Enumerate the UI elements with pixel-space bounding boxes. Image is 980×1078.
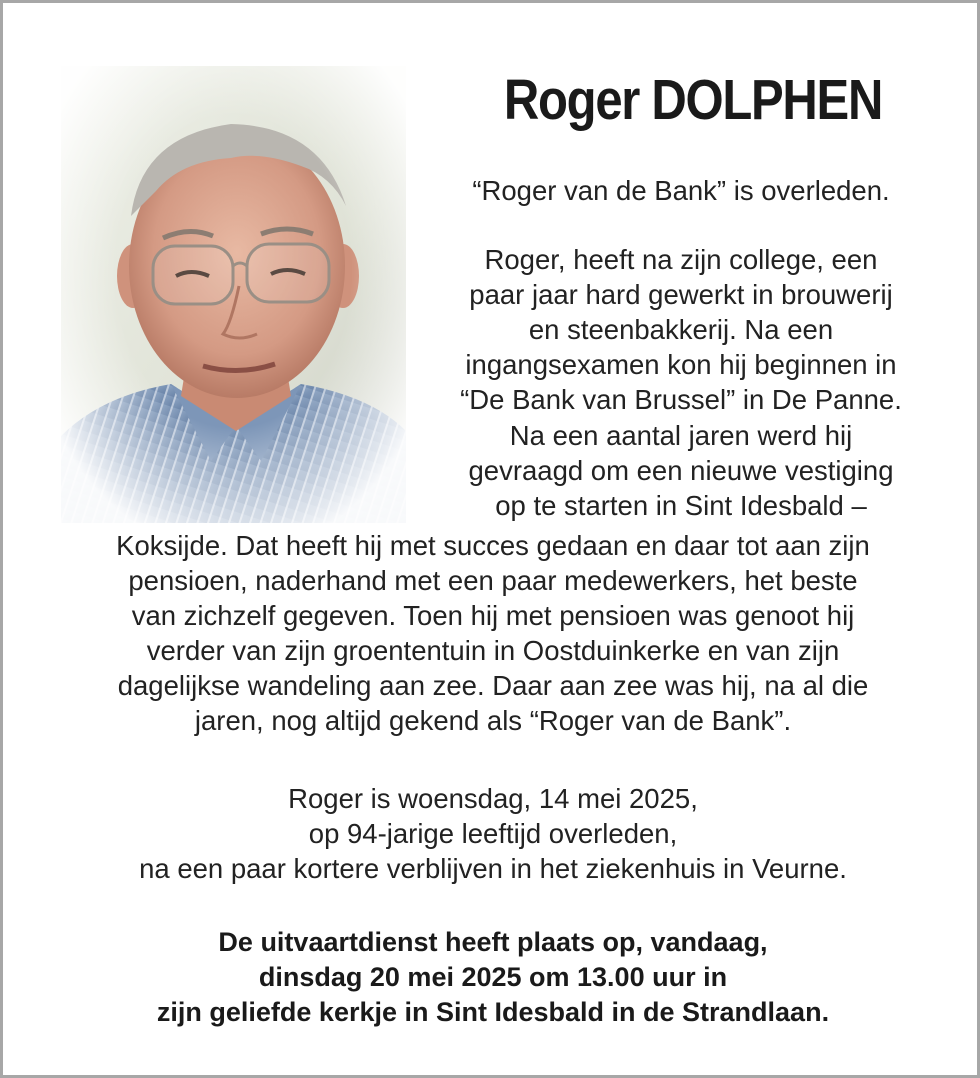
funeral-line: zijn geliefde kerkje in Sint Idesbald in de Strandlaan. <box>156 997 830 1027</box>
bio-line: van zichzelf gegeven. Toen hij met pensioen was genoot hij <box>131 600 855 631</box>
bio-line: Roger, heeft na zijn college, een <box>484 244 878 275</box>
bio-line: Na een aantal jaren werd hij <box>509 420 853 451</box>
bio-line: pensioen, naderhand met een paar medewerkers, het beste <box>128 565 858 596</box>
bio-line: op te starten in Sint Idesbald – <box>495 490 867 521</box>
funeral-line: De uitvaartdienst heeft plaats op, vandaag, <box>218 927 768 957</box>
portrait-photo <box>61 66 406 523</box>
death-line: op 94-jarige leeftijd overleden, <box>308 818 678 849</box>
bio-line: paar jaar hard gewerkt in brouwerij <box>469 279 893 310</box>
bio-line: ingangsexamen kon hij beginnen in <box>465 349 897 380</box>
bio-line: “De Bank van Brussel” in De Panne. <box>460 384 902 415</box>
bio-line: jaren, nog altijd gekend als “Roger van de Bank”. <box>194 705 792 736</box>
intro-text: “Roger van de Bank” is overleden. <box>472 175 890 206</box>
death-line: na een paar kortere verblijven in het ziekenhuis in Veurne. <box>139 853 847 884</box>
bio-line: en steenbakkerij. Na een <box>528 314 834 345</box>
death-line: Roger is woensdag, 14 mei 2025, <box>288 783 698 814</box>
bio-line: verder van zijn groententuin in Oostduinkerke en van zijn <box>146 635 840 666</box>
deceased-name: Roger DOLPHEN <box>503 68 883 132</box>
funeral-line: dinsdag 20 mei 2025 om 13.00 uur in <box>258 962 728 992</box>
bio-line: dagelijkse wandeling aan zee. Daar aan zee was hij, na al die <box>117 670 869 701</box>
portrait-image <box>61 66 406 523</box>
bio-line: gevraagd om een nieuwe vestiging <box>468 455 894 486</box>
bio-line: Koksijde. Dat heeft hij met succes gedaan en daar tot aan zijn <box>116 530 870 561</box>
